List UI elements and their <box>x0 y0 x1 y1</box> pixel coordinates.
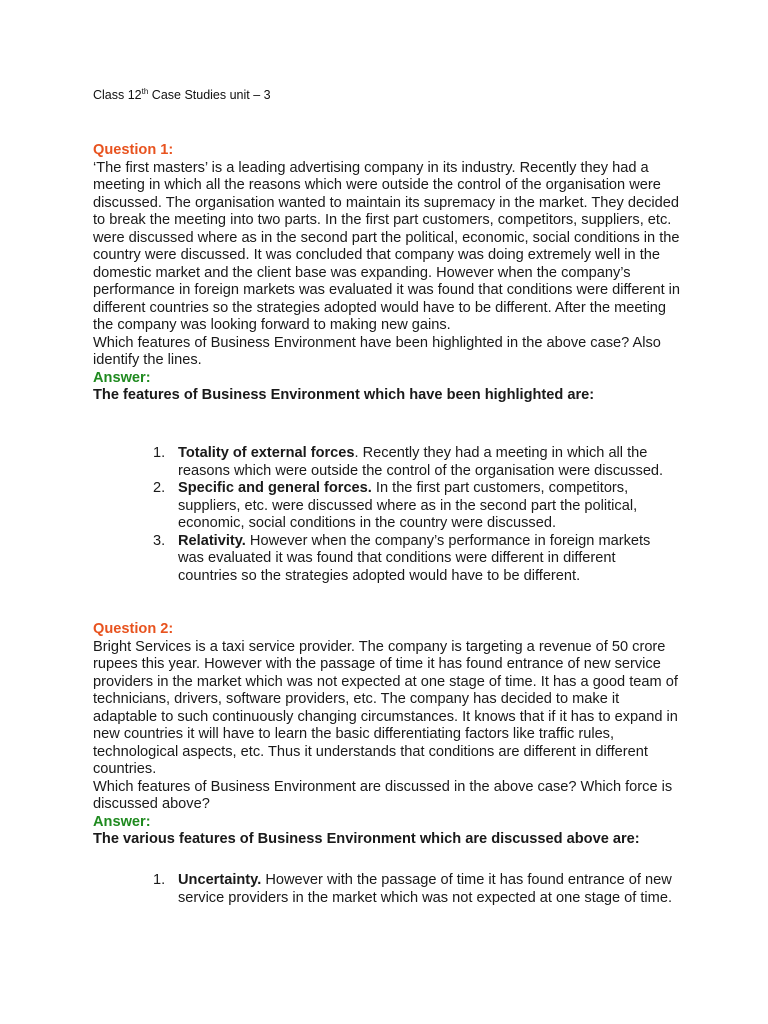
list-item-text: . Recently they had a meeting in which all the reasons which were outside the control of the organisation were discussed. <box>178 445 664 479</box>
list-item-number: 2. <box>153 480 166 496</box>
header-suffix: Case Studies unit – 3 <box>148 88 271 103</box>
list-item-term: Specific and general forces. <box>178 480 372 496</box>
list-item-term: Relativity. <box>178 532 246 549</box>
answer-1-heading: The features of Business Environment which have been highlighted are: <box>93 387 595 403</box>
question-1-text: ‘The first masters’ is a leading advertising company in its industry. Recently they had a meeting in which all the reasons which were outside the control of the organisation were discussed. The organisation wanted to maintain its supremacy in the market. They decided to break the meeting into two parts. In the first part customers, competitors, suppliers, etc. were discussed where as in the second part the political, economic, social conditions in the country were discussed. It was concluded that company was doing extremely well in the domestic market and the client base was expanding. However when the company’s performance in foreign markets was evaluated it was found that conditions were different in different countries so the strategies adopted would have to be different. After the meeting the company was looking forward to making new gains. <box>93 159 681 333</box>
header-prefix: Class 12 <box>93 88 142 103</box>
question-1-block <box>93 142 683 405</box>
answer-2-list <box>153 872 678 907</box>
list-item <box>153 445 678 480</box>
list-item <box>153 480 678 533</box>
list-item-number: 1. <box>153 872 166 888</box>
list-item <box>153 872 678 907</box>
answer-2-heading: The various features of Business Environment which are discussed above are: <box>93 831 640 847</box>
list-item-text: However when the company’s performance in foreign markets was evaluated it was found that conditions were different in different countries so the strategies adopted would have to be different. <box>178 532 651 584</box>
list-item-number: 1. <box>153 445 166 461</box>
header-superscript: th <box>141 87 149 96</box>
question-2-prompt: Which features of Business Environment are discussed in the above case? Which force is discussed above? <box>93 778 673 812</box>
question-1-label: Question 1: <box>93 142 174 158</box>
question-2-block <box>93 621 683 849</box>
question-1-prompt: Which features of Business Environment have been highlighted in the above case? Also identify the lines. <box>93 334 661 368</box>
question-2-label: Question 2: <box>93 621 174 637</box>
list-item <box>153 533 678 586</box>
list-item-term: Uncertainty. <box>178 872 262 888</box>
question-2-text: Bright Services is a taxi service provider. The company is targeting a revenue of 50 crore rupees this year. However with the passage of time it has found entrance of new service providers in the market which was not expected at one stage of time. It has a good team of technicians, drivers, software providers, etc. The company has decided to make it adaptable to such continuously changing circumstances. It knows that if it has to expand in new countries it will have to learn the basic differentiating factors like traffic rules, technological aspects, etc. Thus it understands that conditions are different in different countries. <box>93 638 678 777</box>
document-header <box>93 87 271 102</box>
list-item-text: However with the passage of time it has found entrance of new service providers in the market which was not expected at one stage of time. <box>178 872 672 906</box>
list-item-text: In the first part customers, competitors, suppliers, etc. were discussed where as in the second part the political, economic, social conditions in the country were discussed. <box>178 480 638 531</box>
answer-1-list <box>153 445 678 585</box>
answer-2-label: Answer: <box>93 813 151 830</box>
answer-1-label: Answer: <box>93 369 151 386</box>
list-item-term: Totality of external forces <box>178 445 355 461</box>
list-item-number: 3. <box>153 532 166 549</box>
